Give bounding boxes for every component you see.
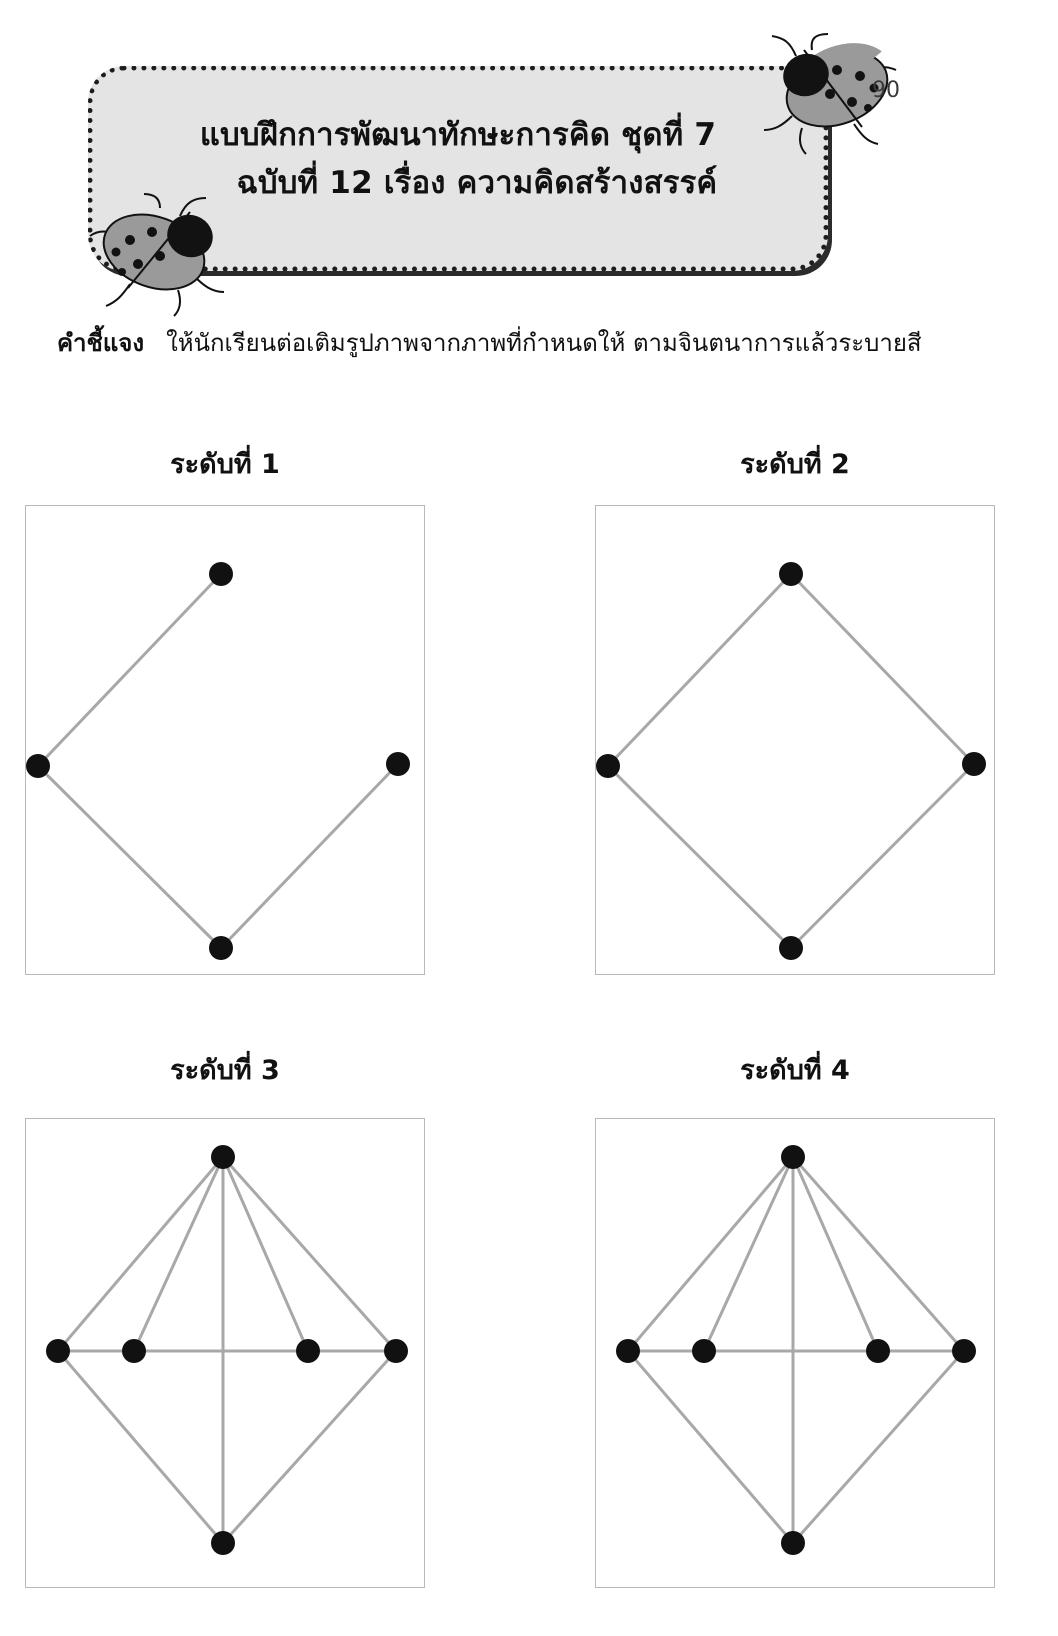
figure-drawing-2 (596, 506, 994, 974)
figure-caption-1: ระดับที่ 1 (170, 449, 280, 480)
figure-caption-2: ระดับที่ 2 (740, 449, 850, 480)
figure-caption-3: ระดับที่ 3 (170, 1055, 280, 1086)
figure-caption-4: ระดับที่ 4 (740, 1055, 850, 1086)
figure-drawing-4 (596, 1119, 994, 1587)
instruction-text: ให้นักเรียนต่อเติมรูปภาพจากภาพที่กำหนดให้ ตามจินตนาการแล้วระบายสี (166, 329, 922, 357)
header-banner (42, 22, 877, 300)
instruction-label: คำชี้แจง (57, 329, 145, 357)
figure-panel-2 (595, 505, 995, 975)
page-number: 90 (872, 78, 900, 103)
instruction-line (57, 323, 1017, 362)
figure-panel-1 (25, 505, 425, 975)
figure-panel-3 (25, 1118, 425, 1588)
banner-title-line-1: แบบฝึกการพัฒนาทักษะการคิด ชุดที่ 7 (199, 117, 717, 153)
figure-panel-4 (595, 1118, 995, 1588)
banner-title-line-2: ฉบับที่ 12 เรื่อง ความคิดสร้างสรรค์ (236, 165, 718, 202)
figure-drawing-1 (26, 506, 424, 974)
figure-drawing-3 (26, 1119, 424, 1587)
